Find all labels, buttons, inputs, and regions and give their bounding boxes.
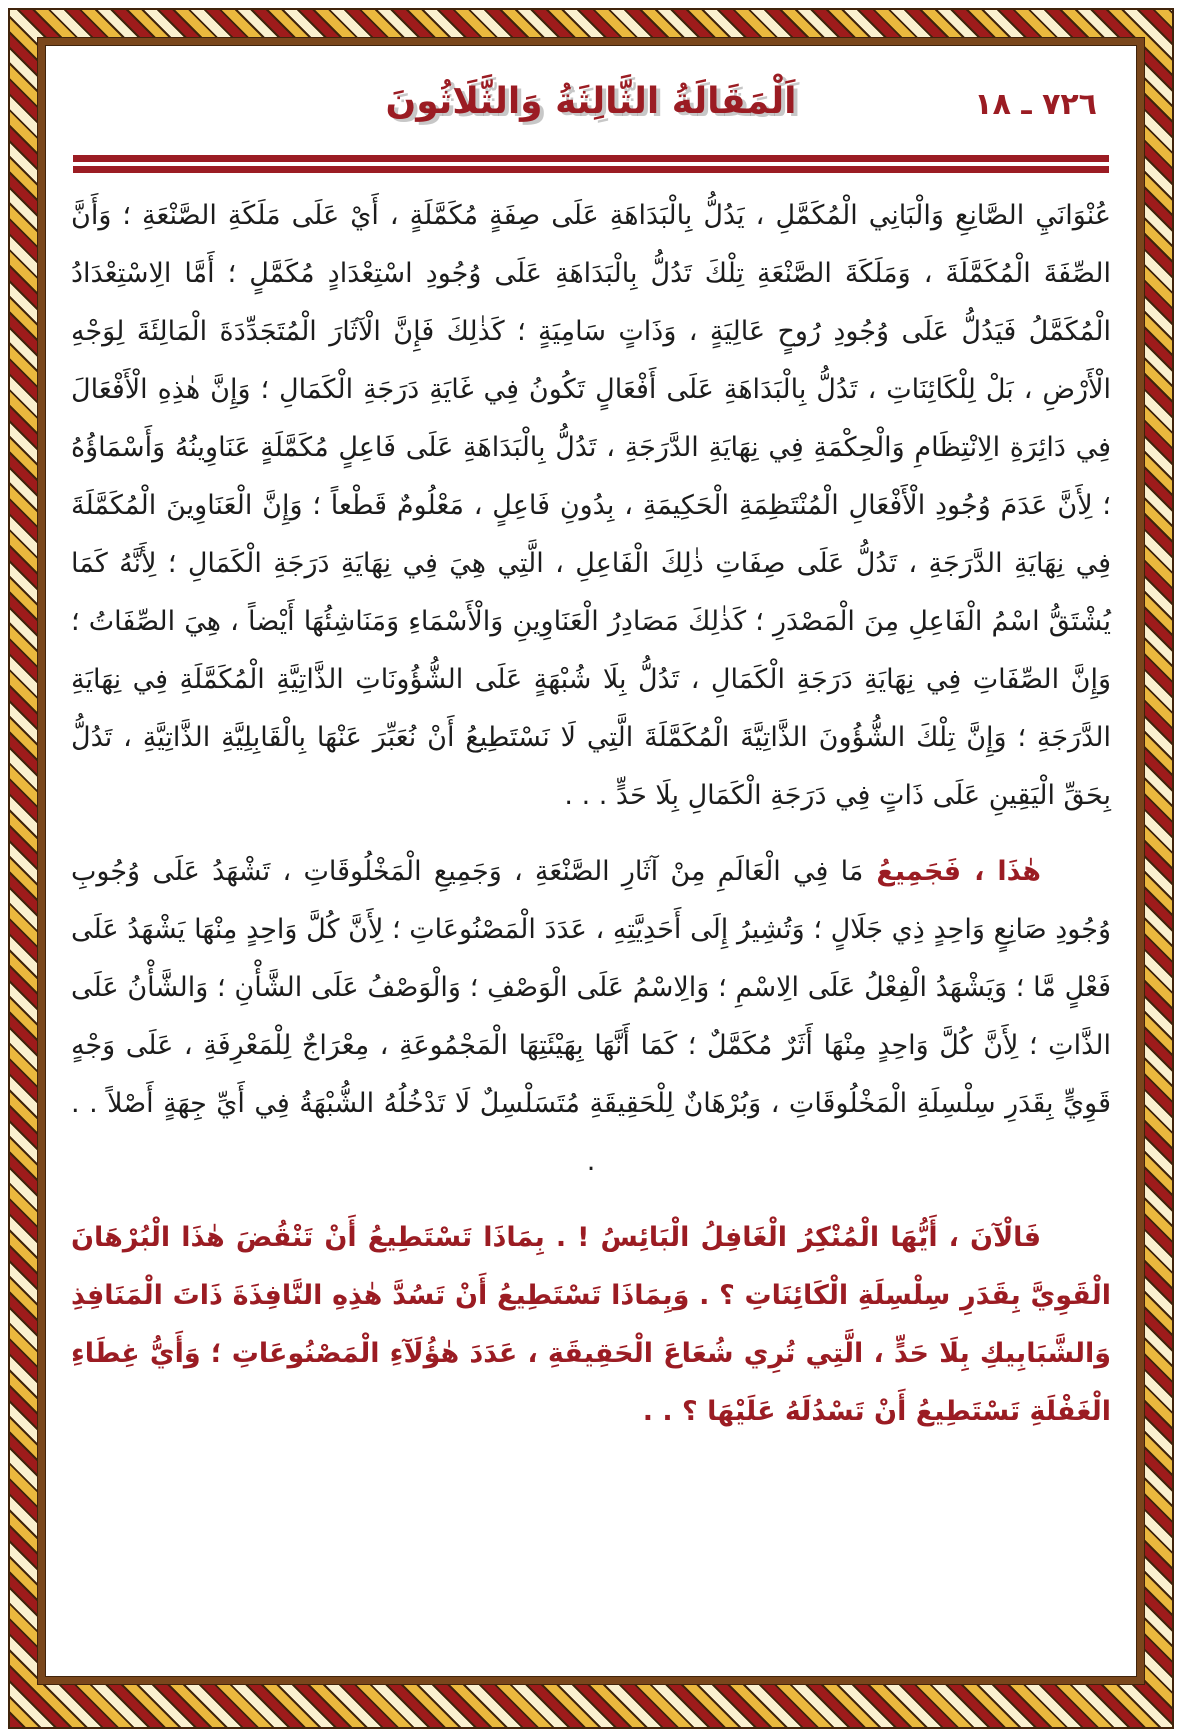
page-frame (38, 38, 1144, 1684)
page-number: ٧٢٦ ـ ١٨ (974, 87, 1097, 122)
paragraph-perfection-argument (71, 187, 1111, 825)
paragraph-address-to-denier (71, 1209, 1111, 1441)
text-segment-red: فَالْآنَ ، أَيُّهَا الْمُنْكِرُ الْغَافِلُ الْبَائِسُ ! . بِمَاذَا تَسْتَطِيعُ أَنْ تَنْقُضَ هٰذَا الْبُرْهَانَ الْقَوِيَّ بِقَدَرِ سِلْسِلَةِ الْكَائِنَاتِ ؟ . وَبِمَاذَا تَسْتَطِيعُ أَنْ تَسُدَّ هٰذِهِ النَّافِذَةَ ذَاتَ الْمَنَافِذِ وَالشَّبَابِيكِ بِلَا حَدٍّ ، الَّتِي تُرِي شُعَاعَ الْحَقِيقَةِ ، عَدَدَ هٰؤُلَآءِ الْمَصْنُوعَاتِ ؛ وَأَيُّ غِطَاءِ الْغَفْلَةِ تَسْتَطِيعُ أَنْ تَسْدُلَهُ عَلَيْهَا ؟ . . (71, 1222, 1111, 1427)
page-header (71, 73, 1111, 151)
text-segment-black: عُنْوَانَيِ الصَّانِعِ وَالْبَانِي الْمُكَمَّلِ ، يَدُلُّ بِالْبَدَاهَةِ عَلَى صِفَةٍ مُكَمَّلَةٍ ، أَيْ عَلَى مَلَكَةِ الصَّنْعَةِ ؛ وَأَنَّ الصِّفَةَ الْمُكَمَّلَةَ ، وَمَلَكَةَ الصَّنْعَةِ تِلْكَ تَدُلُّ بِالْبَدَاهَةِ عَلَى وُجُودِ اسْتِعْدَادٍ مُكَمَّلٍ ؛ أَمَّا الِاسْتِعْدَادُ الْمُكَمَّلُ فَيَدُلُّ عَلَى وُجُودِ رُوحٍ عَالِيَةٍ ، وَذَاتٍ سَامِيَةٍ ؛ كَذٰلِكَ فَإِنَّ الْآثَارَ الْمُتَجَدِّدَةَ الْمَالِئَةَ لِوَجْهِ الْأَرْضِ ، بَلْ لِلْكَائِنَاتِ ، تَدُلُّ بِالْبَدَاهَةِ عَلَى أَفْعَالٍ تَكُونُ فِي غَايَةِ دَرَجَةِ الْكَمَالِ ؛ وَإِنَّ هٰذِهِ الْأَفْعَالَ فِي دَائِرَةِ الِانْتِظَامِ وَالْحِكْمَةِ فِي نِهَايَةِ الدَّرَجَةِ ، تَدُلُّ بِالْبَدَاهَةِ عَلَى فَاعِلٍ مُكَمَّلَةٍ عَنَاوِينُهُ وَأَسْمَاؤُهُ ؛ لِأَنَّ عَدَمَ وُجُودِ الْأَفْعَالِ الْمُنْتَظِمَةِ الْحَكِيمَةِ ، بِدُونِ فَاعِلٍ ، مَعْلُومٌ قَطْعاً ؛ وَإِنَّ الْعَنَاوِينَ الْمُكَمَّلَةَ فِي نِهَايَةِ الدَّرَجَةِ ، تَدُلُّ عَلَى صِفَاتِ ذٰلِكَ الْفَاعِلِ ، الَّتِي هِيَ فِي نِهَايَةِ دَرَجَةِ الْكَمَالِ ؛ لِأَنَّهُ كَمَا يُشْتَقُّ اسْمُ الْفَاعِلِ مِنَ الْمَصْدَرِ ؛ كَذٰلِكَ مَصَادِرُ الْعَنَاوِينِ وَالْأَسْمَاءِ وَمَنَاشِئُهَا أَيْضاً ، هِيَ الصِّفَاتُ ؛ وَإِنَّ الصِّفَاتِ فِي نِهَايَةِ دَرَجَةِ الْكَمَالِ ، تَدُلُّ بِلَا شُبْهَةٍ عَلَى الشُّؤُونَاتِ الذَّاتِيَّةِ الْمُكَمَّلَةِ فِي نِهَايَةِ الدَّرَجَةِ ؛ وَإِنَّ تِلْكَ الشُّؤُونَ الذَّاتِيَّةَ الْمُكَمَّلَةَ الَّتِي لَا نَسْتَطِيعُ أَنْ نُعَبِّرَ عَنْهَا بِالْقَابِلِيَّةِ الذَّاتِيَّةِ ، تَدُلُّ بِحَقِّ الْيَقِينِ عَلَى ذَاتٍ فِي دَرَجَةِ الْكَمَالِ بِلَا حَدٍّ . . . (71, 200, 1111, 811)
body-text (71, 187, 1111, 1441)
text-segment-red: هٰذَا ، فَجَمِيعُ (863, 856, 1042, 887)
text-segment-black: مَا فِي الْعَالَمِ مِنْ آثَارِ الصَّنْعَةِ ، وَجَمِيعِ الْمَخْلُوقَاتِ ، تَشْهَدُ عَلَى وُجُوبِ وُجُودِ صَانِعٍ وَاحِدٍ ذِي جَلَالٍ ؛ وَتُشِيرُ إِلَى أَحَدِيَّتِهِ ، عَدَدَ الْمَصْنُوعَاتِ ؛ لِأَنَّ كُلَّ وَاحِدٍ مِنْهَا يَشْهَدُ عَلَى فَعْلٍ مَّا ؛ وَيَشْهَدُ الْفِعْلُ عَلَى الِاسْمِ ؛ وَالِاسْمُ عَلَى الْوَصْفِ ؛ وَالْوَصْفُ عَلَى الشَّأْنِ ؛ وَالشَّأْنُ عَلَى الذَّاتِ ؛ لِأَنَّ كُلَّ وَاحِدٍ مِنْهَا أَثَرٌ مُكَمَّلٌ ؛ كَمَا أَنَّهَا بِهَيْئَتِهَا الْمَجْمُوعَةِ ، مِعْرَاجٌ لِلْمَعْرِفَةِ ، عَلَى وَجْهٍ قَوِيٍّ بِقَدَرِ سِلْسِلَةِ الْمَخْلُوقَاتِ ، وَبُرْهَانٌ لِلْحَقِيقَةِ مُتَسَلْسِلٌ لَا تَدْخُلُهُ الشُّبْهَةُ فِي أَيِّ جِهَةٍ أَصْلاً . . . (71, 856, 1111, 1177)
paragraph-testimony-of-creatures (71, 843, 1111, 1191)
chapter-title: اَلْمَقَالَةُ الثَّالِثَةُ وَالثَّلَاثُونَ (385, 81, 797, 122)
page-content (45, 45, 1137, 1677)
header-divider-rule (73, 155, 1109, 173)
